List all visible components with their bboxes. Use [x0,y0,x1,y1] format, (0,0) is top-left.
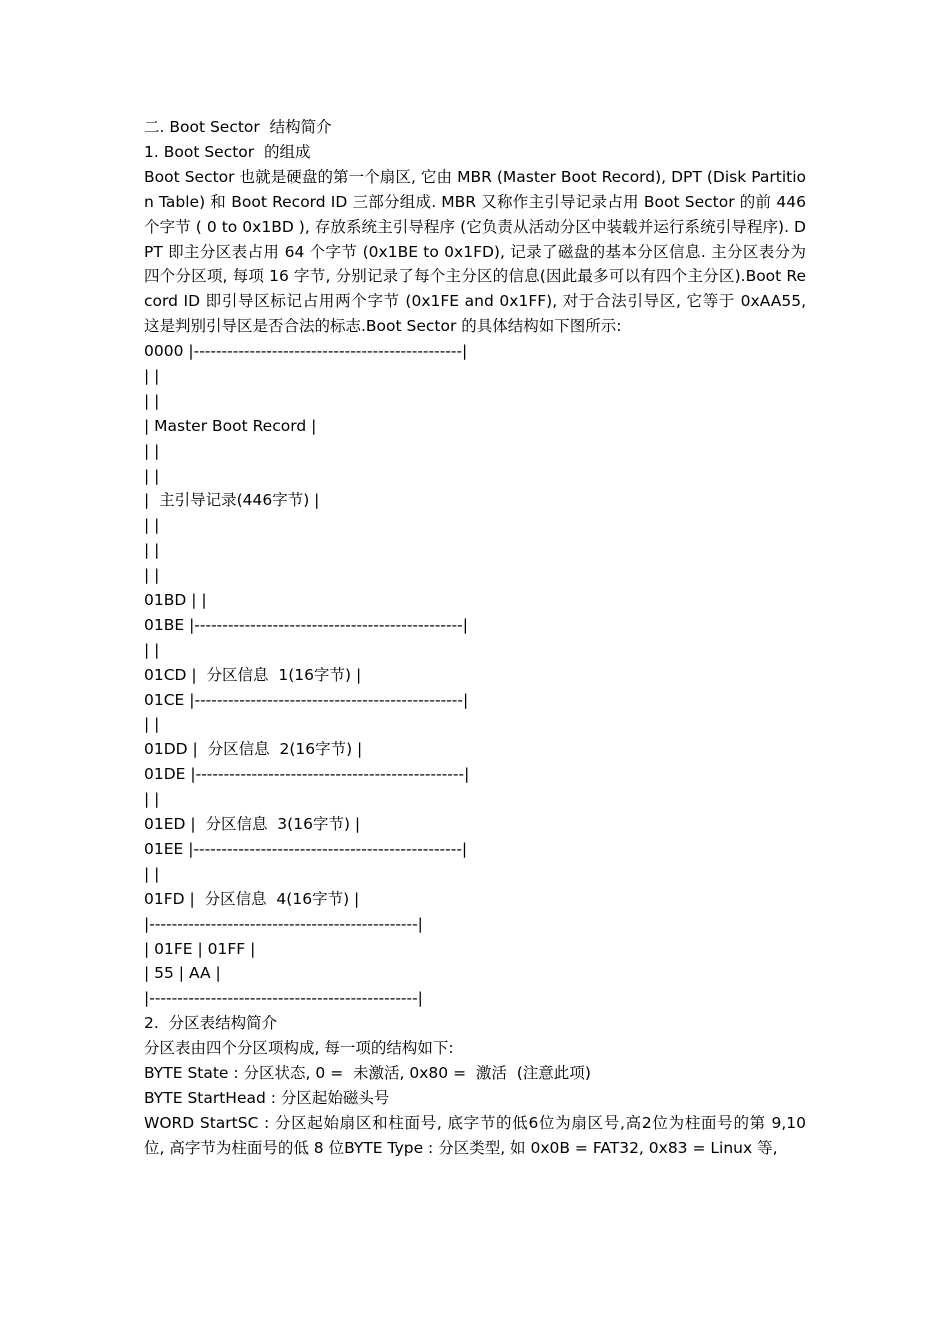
diagram-line: 01DE |------------------------------------------------| [144,765,470,784]
partition-intro: 分区表由四个分区项构成, 每一项的结构如下: [144,1039,454,1058]
diagram-line: 01FD | 分区信息 4(16字节) | [144,889,360,908]
diagram-line: | | [144,466,160,485]
diagram-line: 01BE |------------------------------------------------| [144,615,468,634]
diagram-line: | Master Boot Record | [144,416,317,435]
diagram-line: 01CD | 分区信息 1(16字节) | [144,665,362,684]
diagram-line: | | [144,516,160,535]
field-state: BYTE State : 分区状态, 0 = 未激活, 0x80 = 激活 (注意此项) [144,1063,591,1082]
diagram-line: | | [144,715,160,734]
diagram-line: 01DD | 分区信息 2(16字节) | [144,740,363,759]
diagram-line: | | [144,367,160,386]
diagram-line: 01CE |------------------------------------------------| [144,690,469,709]
diagram-line: |------------------------------------------------| [144,914,423,933]
diagram-line: | | [144,441,160,460]
section-title: 二. Boot Sector 结构简介 [144,118,332,136]
diagram-line: | 01FE | 01FF | [144,939,256,958]
subsection-title-2: 2. 分区表结构简介 [144,1014,278,1033]
document-page [144,115,806,1161]
diagram-line: |------------------------------------------------| [144,989,423,1008]
diagram-line: 0000 |------------------------------------------------| [144,342,468,361]
diagram-line: | 55 | AA | [144,964,221,983]
intro-paragraph: Boot Sector 也就是硬盘的第一个扇区, 它由 MBR (Master Boot Record), DPT (Disk Partition Table) 和 Boot Record ID 三部分组成. MBR 又称作主引导记录占用 Boot Sector 的前 446 个字节 ( 0 to 0x1BD ), 存放系统主引导程序 (它负责从活动分区中装载并运行系统引导程序). DPT 即主分区表占用 64 个字节 (0x1BE to 0x1FD), 记录了磁盘的基本分区信息. 主分区表分为四个分区项, 每项 16 字节, 分别记录了每个主分区的信息(因此最多可以有四个主分区).Boot Record ID 即引导区标记占用两个字节 (0x1FE and 0x1FF), 对于合法引导区, 它等于 0xAA55, 这是判别引导区是否合法的标志.Boot Sector 的具体结构如下图所示: [144,167,806,336]
diagram-line: 01EE |------------------------------------------------| [144,839,468,858]
diagram-line: | | [144,640,160,659]
diagram-line: | | [144,864,160,883]
diagram-line: | 主引导记录(446字节) | [144,491,320,510]
diagram-line: 01BD | | [144,591,207,610]
subsection-title-1: 1. Boot Sector 的组成 [144,142,311,161]
boot-sector-diagram [144,339,806,1011]
field-startsc: WORD StartSC : 分区起始扇区和柱面号, 底字节的低6位为扇区号,高2位为柱面号的第 9,10 位, 高字节为柱面号的低 8 位BYTE Type : 分区类型, 如 0x0B = FAT32, 0x83 = Linux 等, [144,1113,806,1157]
diagram-line: | | [144,566,160,585]
field-starthead: BYTE StartHead : 分区起始磁头号 [144,1088,390,1107]
diagram-line: | | [144,790,160,809]
diagram-line: | | [144,391,160,410]
diagram-line: 01ED | 分区信息 3(16字节) | [144,815,361,834]
diagram-line: | | [144,541,160,560]
